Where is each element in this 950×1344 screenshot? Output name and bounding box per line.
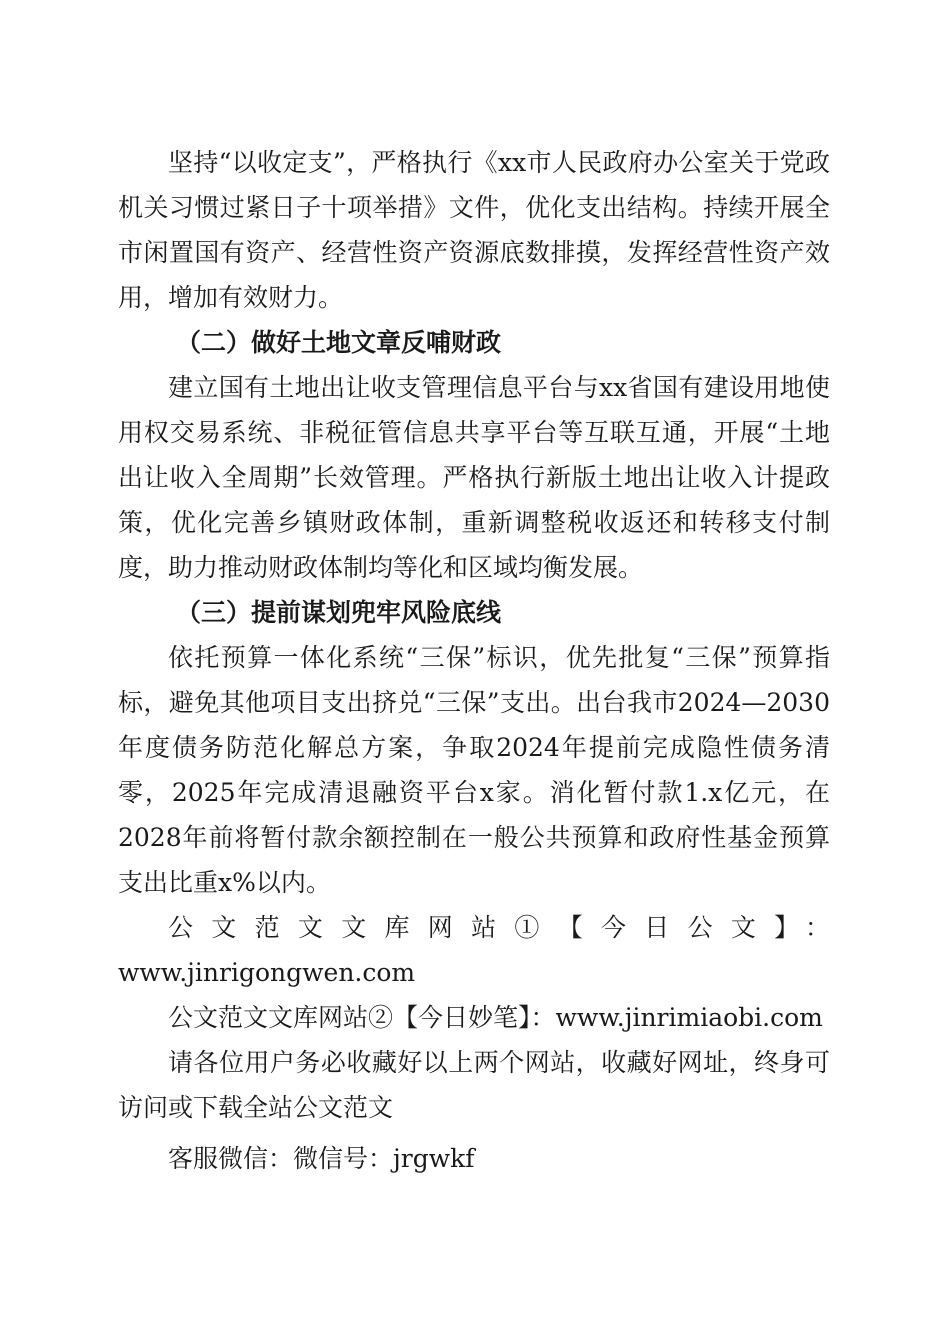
- customer-service-line: [118, 1136, 830, 1181]
- website-2-url[interactable]: www.jinrimiaobi.com: [555, 1003, 823, 1032]
- website-1-url[interactable]: www.jinrigongwen.com: [118, 958, 416, 987]
- paragraph-austerity: 坚持“以收定支”，严格执行《xx市人民政府办公室关于党政机关习惯过紧日子十项举措》文件，优化支出结构。持续开展全市闲置国有资产、经营性资产资源底数排摸，发挥经营性资产效用，增加有效财力。: [118, 148, 830, 312]
- section-heading-risk-control: （三）提前谋划兜牢风险底线: [176, 598, 502, 627]
- bookmark-notice: 请各位用户务必收藏好以上两个网站，收藏好网址，终身可访问或下载全站公文范文: [118, 1048, 830, 1122]
- section-heading-land-finance: （二）做好土地文章反哺财政: [176, 328, 502, 357]
- website-2-line: [118, 995, 830, 1040]
- website-1-line: [118, 905, 830, 950]
- website-1-label: 公文范文文库网站①【今日公文】：: [168, 913, 830, 942]
- customer-service-wechat-id: jrgwkf: [393, 1144, 475, 1173]
- website-2-label: 公文范文文库网站②【今日妙笔】：: [168, 1003, 556, 1032]
- document-page: [118, 140, 830, 1181]
- customer-service-label: 客服微信：微信号：: [168, 1144, 394, 1173]
- paragraph-land-finance: 建立国有土地出让收支管理信息平台与xx省国有建设用地使用权交易系统、非税征管信息共享平台等互联互通，开展“土地出让收入全周期”长效管理。严格执行新版土地出让收入计提政策，优化完善乡镇财政体制，重新调整税收返还和转移支付制度，助力推动财政体制均等化和区域均衡发展。: [118, 373, 830, 582]
- website-1-url-line: [118, 950, 830, 995]
- paragraph-risk-control: 依托预算一体化系统“三保”标识，优先批复“三保”预算指标，避免其他项目支出挤兑“三保”支出。出台我市2024—2030年度债务防范化解总方案，争取2024年提前完成隐性债务清零，2025年完成清退融资平台x家。消化暂付款1.x亿元，在2028年前将暂付款余额控制在一般公共预算和政府性基金预算支出比重x%以内。: [118, 643, 830, 897]
